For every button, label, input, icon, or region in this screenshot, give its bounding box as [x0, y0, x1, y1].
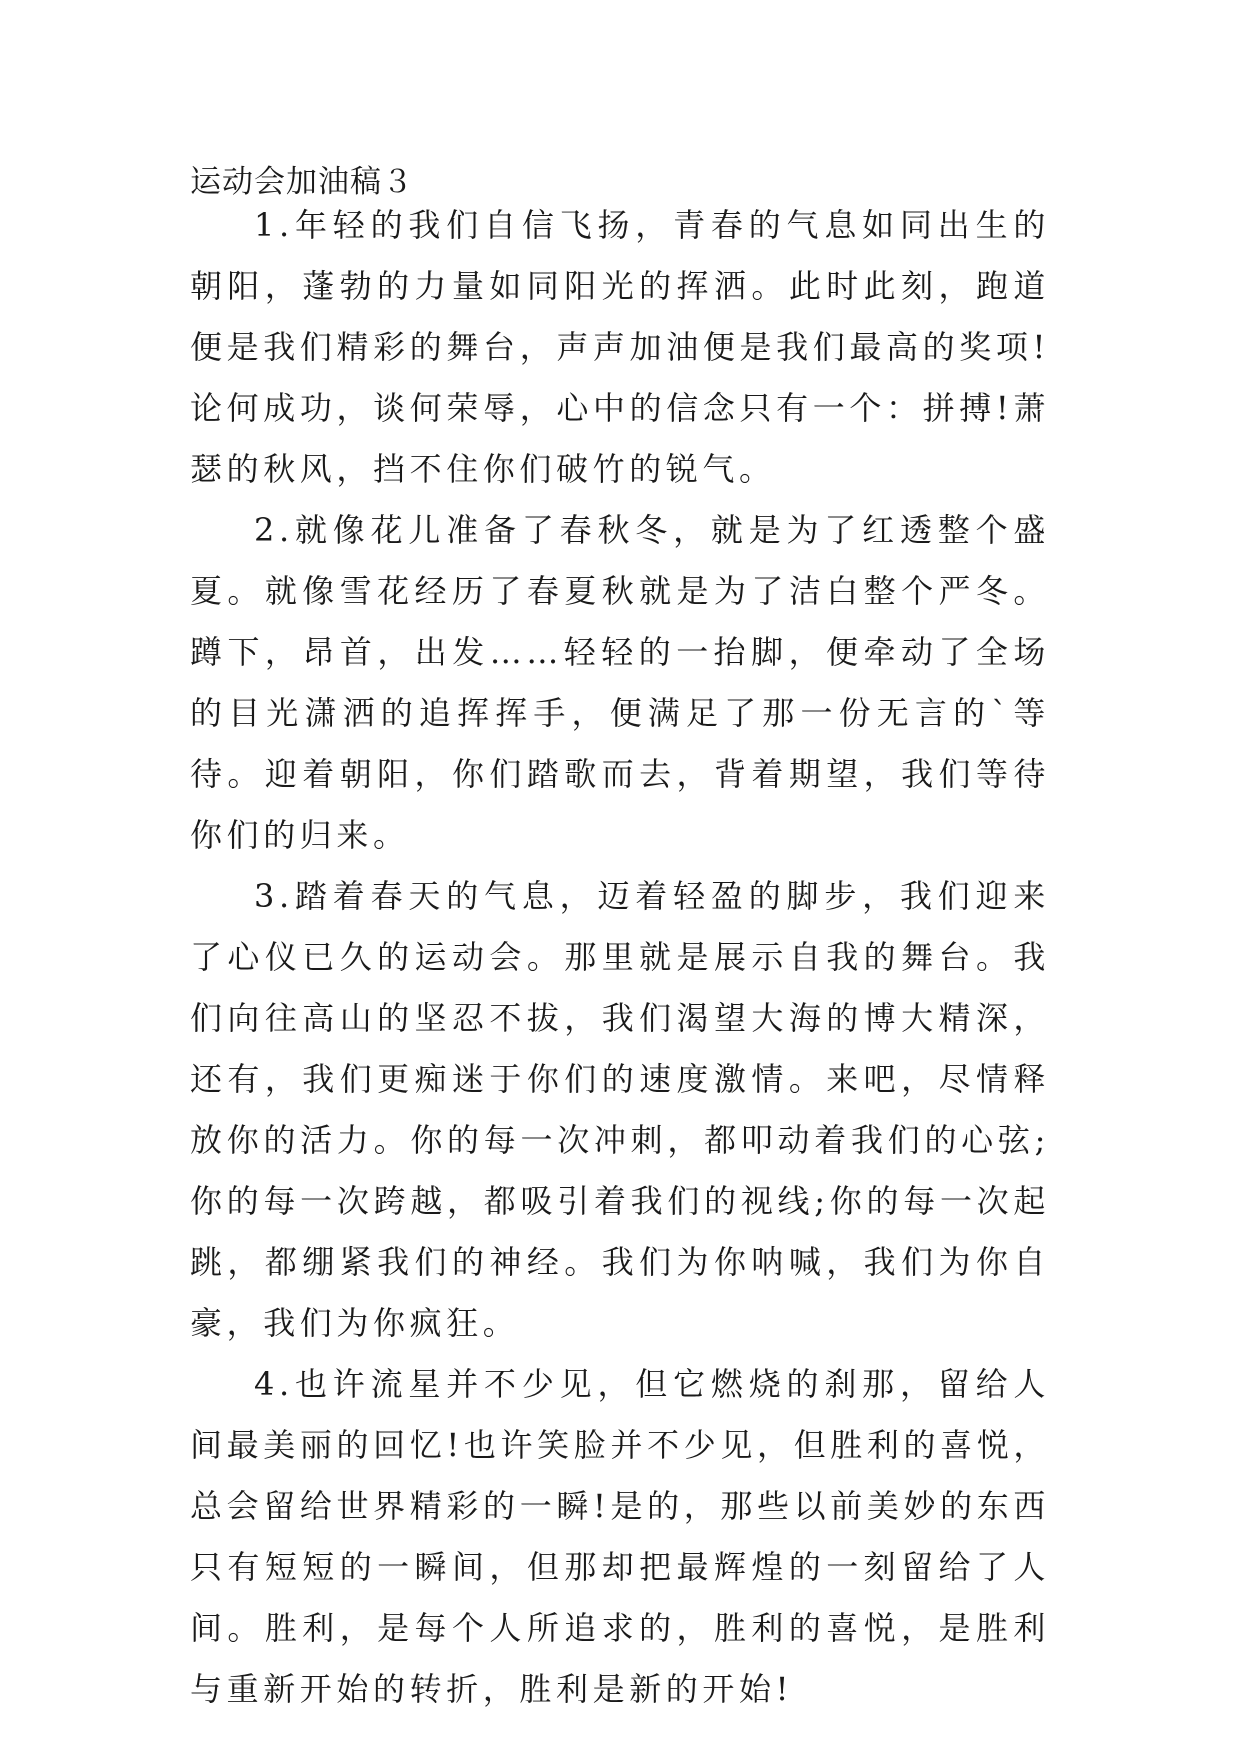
paragraph-4: 4.也许流星并不少见，但它燃烧的刹那，留给人间最美丽的回忆!也许笑脸并不少见，但胜利的喜悦，总会留给世界精彩的一瞬!是的，那些以前美妙的东西只有短短的一瞬间，但那却把最辉煌的一刻留给了人间。胜利，是每个人所追求的，胜利的喜悦，是胜利与重新开始的转折，胜利是新的开始!	[190, 1365, 1050, 1708]
paragraph-2: 2.就像花儿准备了春秋冬，就是为了红透整个盛夏。就像雪花经历了春夏秋就是为了洁白整个严冬。蹲下，昂首，出发……轻轻的一抬脚，便牵动了全场的目光潇洒的追挥挥手，便满足了那一份无言的`等待。迎着朝阳，你们踏歌而去，背着期望，我们等待你们的归来。	[190, 511, 1050, 854]
document-title: 运动会加油稿３	[190, 164, 414, 200]
paragraph-1: 1.年轻的我们自信飞扬，青春的气息如同出生的朝阳，蓬勃的力量如同阳光的挥洒。此时此刻，跑道便是我们精彩的舞台，声声加油便是我们最高的奖项!论何成功，谈何荣辱，心中的信念只有一个：拼搏!萧瑟的秋风，挡不住你们破竹的锐气。	[190, 206, 1050, 488]
paragraph-3: 3.踏着春天的气息，迈着轻盈的脚步，我们迎来了心仪已久的运动会。那里就是展示自我的舞台。我们向往高山的坚忍不拔，我们渴望大海的博大精深，还有，我们更痴迷于你们的速度激情。来吧，尽情释放你的活力。你的每一次冲刺，都叩动着我们的心弦;你的每一次跨越，都吸引着我们的视线;你的每一次起跳，都绷紧我们的神经。我们为你呐喊，我们为你自豪，我们为你疯狂。	[190, 877, 1050, 1342]
document-body	[190, 195, 1050, 1720]
